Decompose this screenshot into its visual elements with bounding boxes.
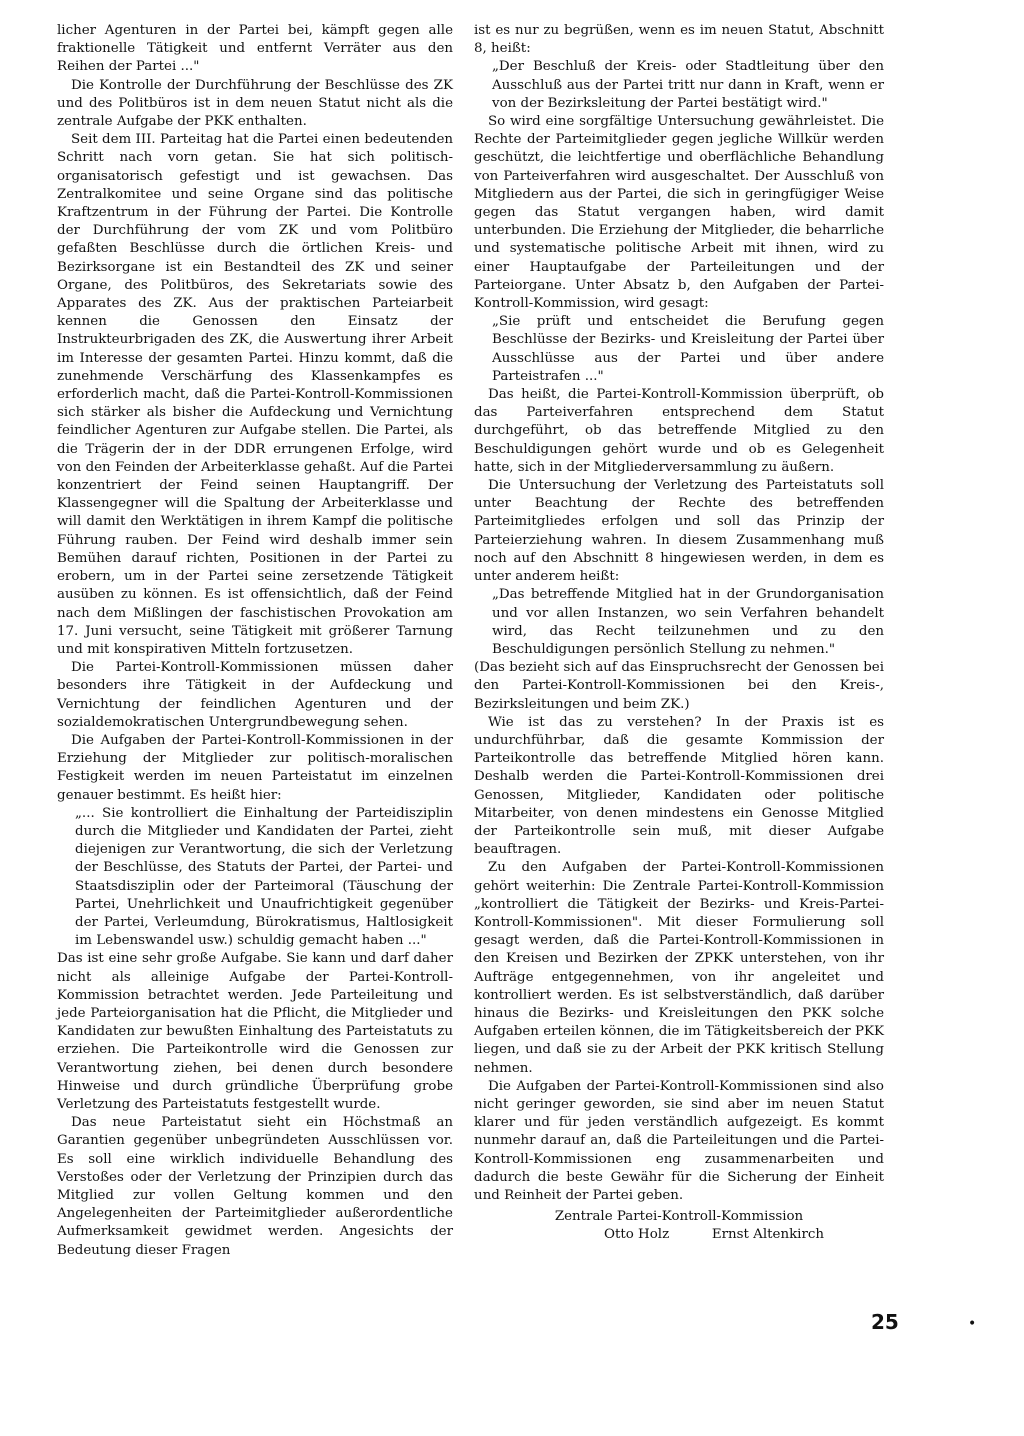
signature-org: Zentrale Partei-Kontroll-Kommission (554, 1209, 804, 1225)
margin-dot: • (968, 1316, 977, 1332)
paragraph-0: licher Agenturen in der Partei bei, kämpft gegen alle fraktionelle Tätigkeit und entfernt Verräter aus den Reihen der Partei ..." (57, 23, 453, 75)
paragraph-5: Das ist eine sehr große Aufgabe. Sie kann und darf daher nicht als alleinige Aufgabe der Partei-Kontroll-Kommission betrachtet werden. Jede Parteileitung und jede Parteiorganisation hat die Pflicht, die Mitglieder und Kandidaten zur bewußten Einhaltung des Parteistatuts zu erziehen. Die Parteikontrolle wird die Genossen zur Verantwortung ziehen, bei denen durch besondere Hinweise und durch gründliche Überprüfung grobe Verletzung des Parteistatuts festgestellt wurde. (57, 951, 453, 1112)
paragraph-4: Die Aufgaben der Partei-Kontroll-Kommissionen in der Erziehung der Mitglieder zur politisch-moralischen Festigkeit werden im neuen Parteistatut im einzelnen genauer bestimmt. Es heißt hier: (57, 732, 453, 803)
paragraph-10: Die Untersuchung der Verletzung des Parteistatuts soll unter Beachtung der Rechte des betreffenden Parteimitgliedes erfolgen und soll das Prinzip der Parteierziehung wahren. In diesem Zusammenhang muß noch auf den Abschnitt 8 hingewiesen werden, in dem es unter anderem heißt: (474, 478, 884, 585)
signature-block (474, 1208, 884, 1244)
paragraph-14: Die Aufgaben der Partei-Kontroll-Kommissionen sind also nicht geringer geworden, sie sind aber im neuen Statut klarer und für jeden verständlich aufgezeigt. Es kommt nunmehr darauf an, daß die Parteileitungen und die Partei-Kontroll-Kommissionen eng zusammenarbeiten und dadurch die beste Gewähr für die Sicherung der Einheit und Reinheit der Partei geben. (474, 1078, 884, 1203)
paragraph-11: (Das bezieht sich auf das Einspruchsrecht der Genossen bei den Partei-Kontroll-Kommissionen bei den Kreis-, Bezirksleitungen und beim ZK.) (474, 660, 884, 712)
paragraph-12: Wie ist das zu verstehen? In der Praxis ist es undurchführbar, daß die gesamte Kommission der Parteikontrolle das betreffende Mitglied hören kann. Deshalb werden die Partei-Kontroll-Kommissionen drei Genossen, Mitglieder, Kandidaten oder politische Mitarbeiter, von denen mindestens ein Genosse Mitglied der Parteikontrolle sein muß, mit dieser Aufgabe beauftragen. (474, 714, 884, 858)
paragraph-2: Seit dem III. Parteitag hat die Partei einen bedeutenden Schritt nach vorn getan. Sie hat sich politisch-organisatorisch gefestigt und ist gewachsen. Das Zentralkomitee und seine Organe sind das politische Kraftzentrum in der Führung der Partei. Die Kontrolle der Durchführung der vom ZK und vom Politbüro gefaßten Beschlüsse durch die örtlichen Kreis- und Bezirksorgane ist ein Bestandteil des ZK und seiner Organe, des Politbüros, des Sekretariats sowie des Apparates des ZK. Aus der praktischen Parteiarbeit kennen die Genossen den Einsatz der Instrukteurbrigaden des ZK, die Auswertung ihrer Arbeit im Interesse der gesamten Partei. Hinzu kommt, daß die zunehmende Verschärfung des Klassenkampfes es erforderlich macht, daß die Partei-Kontroll-Kommissionen sich stärker als bisher die Aufdeckung und Vernichtung feindlicher Agenturen zur Aufgabe stellen. Die Partei, als die Trägerin der in der DDR errungenen Erfolge, wird von den Feinden der Arbeiterklasse gehaßt. Auf die Partei konzentriert der Feind seinen Hauptangriff. Der Klassengegner will die Spaltung der Arbeiterklasse und will damit den Werktätigen in ihrem Kampf die politische Führung rauben. Der Feind wird deshalb immer sein Bemühen darauf richten, Positionen in der Partei zu erobern, um in der Partei seine zersetzende Tätigkeit ausüben zu können. Es ist offensichtlich, daß der Feind nach dem Mißlingen der faschistischen Provokation am 17. Juni versucht, seine Tätigkeit mit größerer Tarnung und mit konspirativen Mitteln fortzusetzen. (57, 132, 453, 657)
paragraph-6: Das neue Parteistatut sieht ein Höchstmaß an Garantien gegenüber unbegründeten Ausschlüssen vor. Es soll eine wirklich individuelle Behandlung des Verstoßes oder der Verletzung der Prinzipien durch das Mitglied zur vollen Geltung kommen und den Angelegenheiten der Parteimitglieder außerordentliche Aufmerksamkeit gewidmet werden. Angesichts der Bedeutung dieser Fragen (57, 1115, 453, 1258)
paragraph-7: ist es nur zu begrüßen, wenn es im neuen Statut, Abschnitt 8, heißt: (474, 23, 884, 57)
quote-4: „Das betreffende Mitglied hat in der Grundorganisation und vor allen Instanzen, wo sein Verfahren behandelt wird, das Recht teilzunehmen und zu den Beschuldigungen persönlich Stellung zu nehmen." (492, 587, 884, 657)
signature-name-1: Otto Holz (604, 1227, 670, 1243)
paragraph-9: Das heißt, die Partei-Kontroll-Kommission überprüft, ob das Parteiverfahren entsprechend dem Statut durchgeführt, ob das betreffende Mitglied zu den Beschuldigungen gehört wurde und ob es Gelegenheit hatte, sich in der Mitgliederversammlung zu äußern. (474, 387, 884, 475)
paragraph-1: Die Kontrolle der Durchführung der Beschlüsse des ZK und des Politbüros ist in dem neuen Statut nicht als die zentrale Aufgabe der PKK enthalten. (57, 77, 453, 130)
right-column (474, 22, 884, 1245)
signature-name-2: Ernst Altenkirch (711, 1227, 824, 1243)
quote-2: „Der Beschluß der Kreis- oder Stadtleitung über den Ausschluß aus der Partei tritt nur dann in Kraft, wenn er von der Bezirksleitung der Partei bestätigt wird." (492, 59, 884, 111)
page-number: 25 (871, 1310, 899, 1334)
paragraph-13: Zu den Aufgaben der Partei-Kontroll-Kommissionen gehört weiterhin: Die Zentrale Partei-Kontroll-Kommission „kontrolliert die Tätigkeit der Bezirks- und Kreis-Partei-Kontroll-Kommissionen". Mit dieser Formulierung soll gesagt werden, daß die Partei-Kontroll-Kommissionen in den Kreisen und Bezirken der ZPKK unterstehen, von ihr Aufträge entgegennehmen, von ihr angeleitet und kontrolliert werden. Es ist selbstverständlich, daß darüber hinaus die Bezirks- und Kreisleitungen den PKK solche Aufgaben erteilen können, die im Tätigkeitsbereich der PKK liegen, und daß sie zu der Arbeit der PKK kritisch Stellung nehmen. (474, 860, 884, 1076)
quote-1: „... Sie kontrolliert die Einhaltung der Parteidisziplin durch die Mitglieder und Kandidaten der Partei, zieht diejenigen zur Verantwortung, die sich der Verletzung der Beschlüsse, des Statuts der Partei, der Partei- und Staatsdisziplin oder der Parteimoral (Täuschung der Partei, Unehrlichkeit und Unaufrichtigkeit gegenüber der Partei, Verleumdung, Bürokratismus, Haltlosigkeit im Lebenswandel usw.) schuldig gemacht haben ..." (75, 805, 453, 949)
paragraph-3: Die Partei-Kontroll-Kommissionen müssen daher besonders ihre Tätigkeit in der Aufdeckung und Vernichtung der feindlichen Agenturen und der sozialdemokratischen Untergrundbewegung sehen. (57, 660, 453, 730)
paragraph-8: So wird eine sorgfältige Untersuchung gewährleistet. Die Rechte der Parteimitglieder gegen jegliche Willkür werden geschützt, die leichtfertige und oberflächliche Behandlung von Parteiverfahren wird ausgeschaltet. Der Ausschluß von Mitgliedern aus der Partei, die sich in geringfügiger Weise gegen das Statut vergangen haben, wird damit unterbunden. Die Erziehung der Mitglieder, die beharrliche und systematische politische Arbeit mit ihnen, wird zu einer Hauptaufgabe der Parteileitungen und der Parteiorgane. Unter Absatz b, den Aufgaben der Partei-Kontroll-Kommission, wird gesagt: (474, 114, 884, 312)
quote-3: „Sie prüft und entscheidet die Berufung gegen Beschlüsse der Bezirks- und Kreisleitung der Partei über Ausschlüsse aus der Partei und über andere Parteistrafen ..." (492, 314, 884, 384)
left-column (57, 22, 453, 1260)
